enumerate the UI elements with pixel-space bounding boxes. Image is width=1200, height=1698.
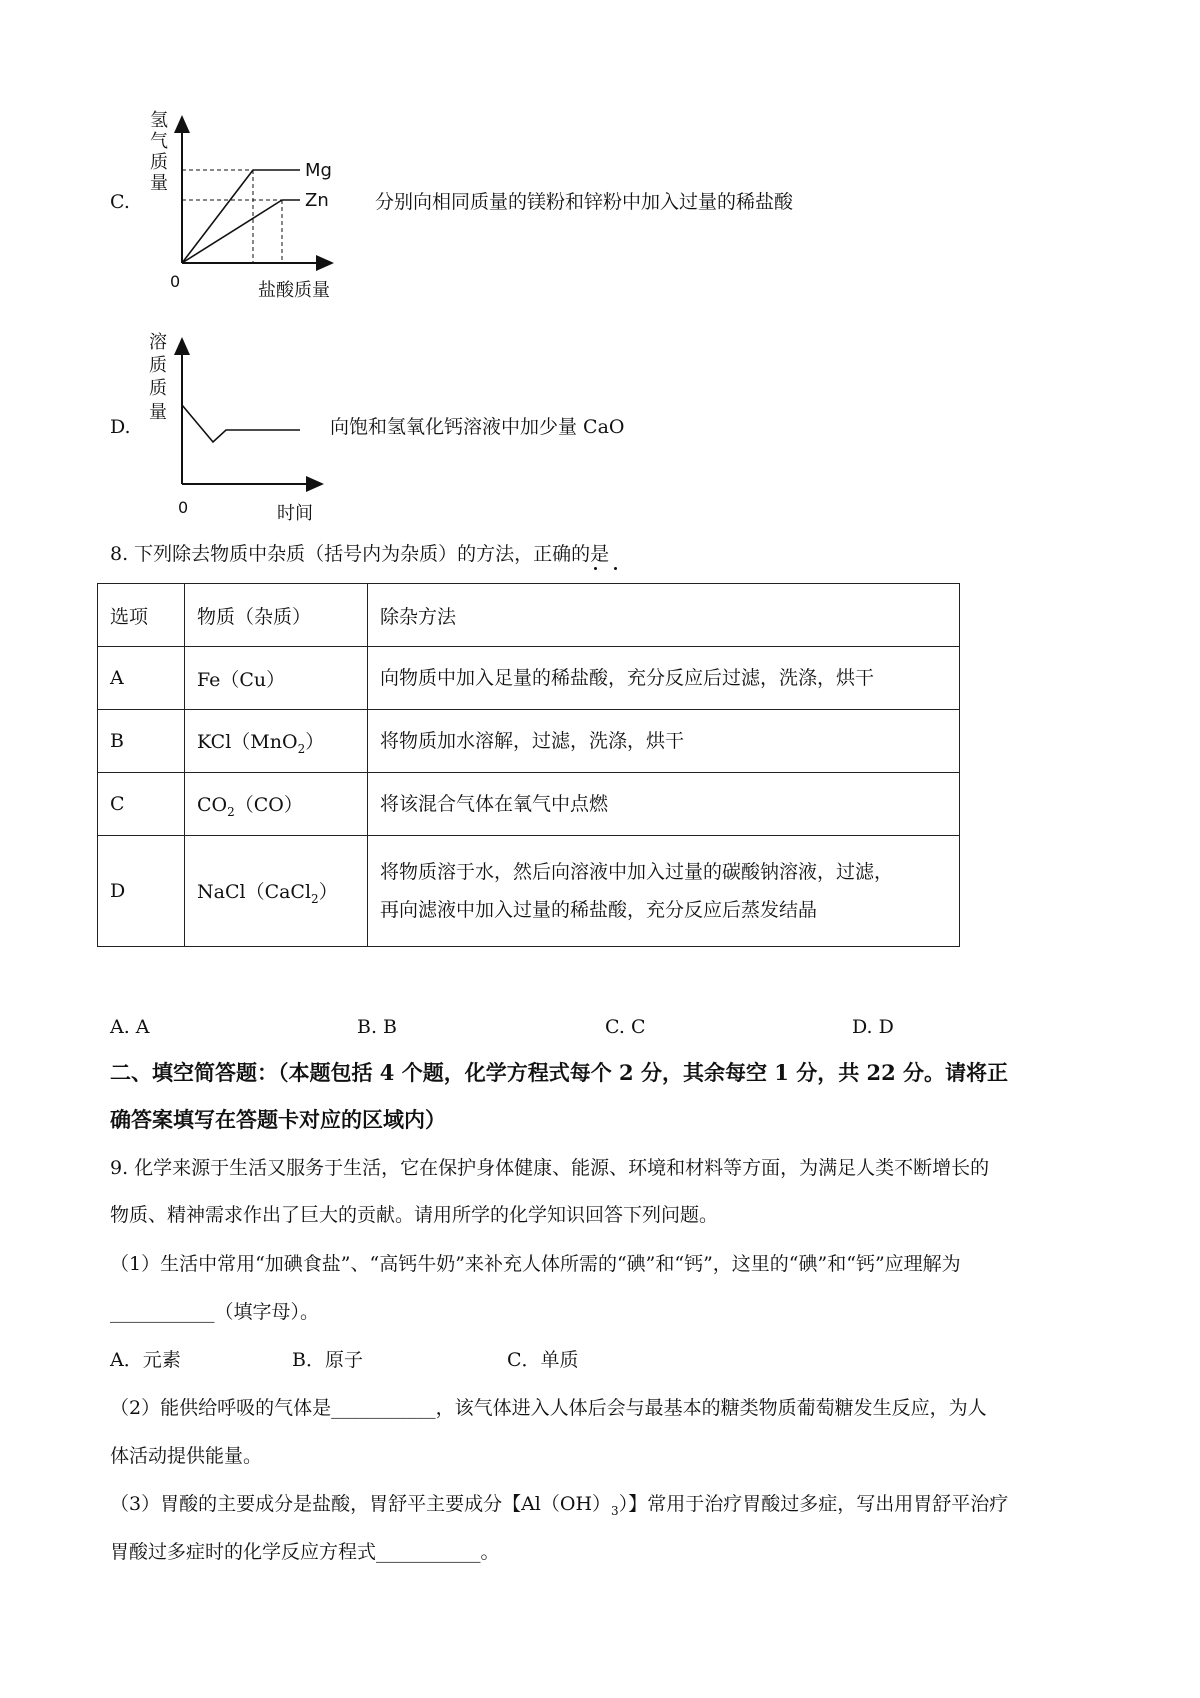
- emphasis-dot: [614, 567, 617, 570]
- mg-label: Mg: [305, 160, 332, 181]
- q9-stem-line1: 9. 化学来源于生活又服务于生活，它在保护身体健康、能源、环境和材料等方面，为满足人类不断增长的: [110, 1157, 990, 1179]
- q9-part2-line2: 体活动提供能量。: [110, 1445, 263, 1467]
- row-substance: $CO_2(CO)$: [185, 773, 368, 836]
- q9-part3-line1: （3）胃酸的主要成分是盐酸，胃舒平主要成分【$Al(OH)_3$）】常用于治疗胃酸过多症，写出用胃舒平治疗: [110, 1493, 1009, 1518]
- table-row: [98, 710, 960, 773]
- section-heading-cont: 确答案填写在答题卡对应的区域内）: [110, 1107, 446, 1132]
- q9-part1-choice-b: B．原子: [292, 1349, 363, 1371]
- q8-options-table: [97, 583, 960, 947]
- choice-c: C. C: [605, 1016, 646, 1038]
- q9-part2-line1: （2）能供给呼吸的气体是___________，该气体进入人体后会与最基本的糖类物质葡萄糖发生反应，为人: [110, 1397, 987, 1419]
- mg-line: [182, 170, 253, 263]
- y-label-1: 氢: [150, 110, 168, 131]
- row-method: 将物质溶于水，然后向溶液中加入过量的碳酸钠溶液，过滤， 再向滤液中加入过量的稀盐酸，充分反应后蒸发结晶: [368, 836, 960, 947]
- row-option: B: [98, 710, 185, 773]
- x-label: 盐酸质量: [258, 280, 330, 301]
- origin-label: 0: [178, 498, 189, 517]
- row-substance: Fe（Cu）: [185, 647, 368, 710]
- row-option: D: [98, 836, 185, 947]
- y-label-1: 溶: [149, 332, 167, 353]
- row-option: C: [98, 773, 185, 836]
- choice-a: A. A: [110, 1016, 150, 1038]
- y-label-4: 量: [149, 402, 167, 423]
- zn-line: [182, 200, 282, 263]
- y-label-2: 气: [150, 131, 168, 152]
- y-label-2: 质: [149, 355, 167, 376]
- emphasis-dot: [594, 567, 597, 570]
- q9-part1-choice-a: A．元素: [110, 1349, 181, 1371]
- option-c-letter: C.: [110, 191, 130, 213]
- row-option: A: [98, 647, 185, 710]
- row-method: 将物质加水溶解，过滤，洗涤，烘干: [368, 710, 960, 773]
- row-substance: KCl（MnO$_2$）: [185, 710, 368, 773]
- section-heading: 二、填空简答题：（本题包括 4 个题，化学方程式每个 2 分，其余每空 1 分，共 22 分。请将正: [110, 1060, 1009, 1085]
- table-row: [98, 647, 960, 710]
- q8-stem: 8. 下列除去物质中杂质（括号内为杂质）的方法，正确的是: [110, 543, 610, 565]
- hydrogen-mass-chart: [140, 105, 380, 305]
- row-method: 向物质中加入足量的稀盐酸，充分反应后过滤，洗涤，烘干: [368, 647, 960, 710]
- table-header-row: [98, 584, 960, 647]
- q9-part1-line2: ___________（填字母）。: [110, 1301, 320, 1323]
- option-d-description: 向饱和氢氧化钙溶液中加少量 CaO: [330, 416, 625, 438]
- header-substance: 物质（杂质）: [185, 584, 368, 647]
- zn-label: Zn: [305, 190, 329, 211]
- table-row: [98, 836, 960, 947]
- y-label-3: 质: [150, 152, 168, 173]
- solute-mass-chart: [140, 325, 340, 525]
- origin-label: 0: [170, 272, 181, 291]
- table-row: [98, 773, 960, 836]
- q9-part3-line2: 胃酸过多症时的化学反应方程式___________。: [110, 1541, 500, 1563]
- q9-stem-line2: 物质、精神需求作出了巨大的贡献。请用所学的化学知识回答下列问题。: [110, 1204, 719, 1226]
- x-label: 时间: [277, 503, 313, 524]
- row-substance: NaCl（CaCl$_2$）: [185, 836, 368, 947]
- y-label-4: 量: [150, 173, 168, 194]
- option-c-description: 分别向相同质量的镁粉和锌粉中加入过量的稀盐酸: [375, 191, 794, 213]
- y-label-3: 质: [149, 378, 167, 399]
- option-d-letter: D.: [110, 416, 131, 438]
- header-method: 除杂方法: [368, 584, 960, 647]
- choice-b: B. B: [357, 1016, 398, 1038]
- q9-part1-choice-c: C．单质: [507, 1349, 579, 1371]
- solute-curve: [182, 405, 300, 442]
- header-option: 选项: [98, 584, 185, 647]
- q9-part1-line1: （1）生活中常用“加碘食盐”、“高钙牛奶”来补充人体所需的“碘”和“钙”，这里的“碘”和“钙”应理解为: [110, 1253, 961, 1275]
- choice-d: D. D: [852, 1016, 894, 1038]
- row-method: 将该混合气体在氧气中点燃: [368, 773, 960, 836]
